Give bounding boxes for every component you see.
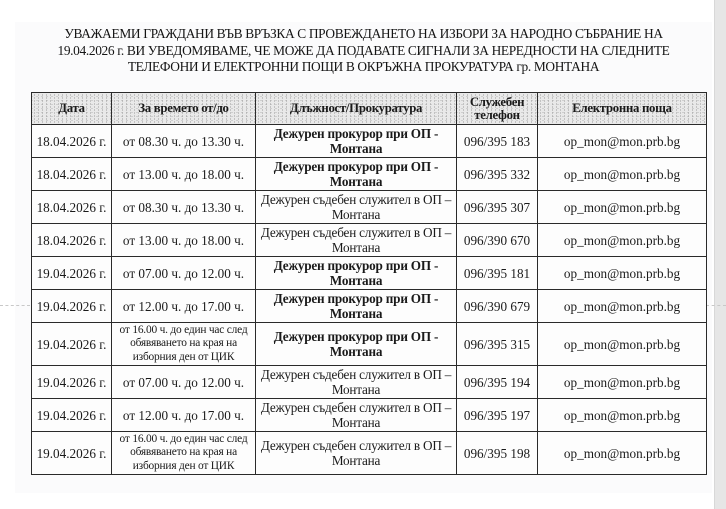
header-time: За времето от/до [112,93,256,125]
cell-phone[interactable]: 096/395 307 [457,191,538,224]
cell-email[interactable]: op_mon@mon.prb.bg [538,323,707,366]
cell-time: от 16.00 ч. до един час след обявяването на края на изборния ден от ЦИК [112,323,256,366]
cell-phone[interactable]: 096/395 197 [457,399,538,432]
cell-role: Дежурен съдебен служител в ОП – Монтана [256,366,457,399]
cell-phone[interactable]: 096/395 315 [457,323,538,366]
header-email: Електронна поща [538,93,707,125]
cell-time: от 16.00 ч. до един час след обявяването на края на изборния ден от ЦИК [112,432,256,475]
viewer-margin [714,0,726,509]
cell-phone[interactable]: 096/390 679 [457,290,538,323]
cell-phone[interactable]: 096/395 194 [457,366,538,399]
cell-role: Дежурен прокурор при ОП - Монтана [256,323,457,366]
table-row [32,224,707,257]
cell-role: Дежурен прокурор при ОП - Монтана [256,125,457,158]
contact-schedule-table [31,92,707,475]
cell-role: Дежурен прокурор при ОП - Монтана [256,257,457,290]
cell-time: от 07.00 ч. до 12.00 ч. [112,257,256,290]
header-date: Дата [32,93,112,125]
cell-phone[interactable]: 096/395 332 [457,158,538,191]
cell-date: 18.04.2026 г. [32,158,112,191]
table-row [32,158,707,191]
cell-time: от 12.00 ч. до 17.00 ч. [112,290,256,323]
cell-date: 19.04.2026 г. [32,323,112,366]
notice-line: 19.04.2026 г. ВИ УВЕДОМЯВАМЕ, ЧЕ МОЖЕ ДА ПОДАВАТЕ СИГНАЛИ ЗА НЕРЕДНОСТИ НА СЛЕДНИТЕ [57,42,670,58]
table-row [32,191,707,224]
cell-time: от 12.00 ч. до 17.00 ч. [112,399,256,432]
cell-time: от 13.00 ч. до 18.00 ч. [112,224,256,257]
cell-date: 18.04.2026 г. [32,224,112,257]
notice-line: УВАЖАЕМИ ГРАЖДАНИ ВЪВ ВРЪЗКА С ПРОВЕЖДАНЕТО НА ИЗБОРИ ЗА НАРОДНО СЪБРАНИЕ НА [64,26,663,41]
cell-email[interactable]: op_mon@mon.prb.bg [538,399,707,432]
cell-email[interactable]: op_mon@mon.prb.bg [538,158,707,191]
cell-email[interactable]: op_mon@mon.prb.bg [538,224,707,257]
cell-date: 19.04.2026 г. [32,257,112,290]
cell-phone[interactable]: 096/395 198 [457,432,538,475]
cell-phone[interactable]: 096/390 670 [457,224,538,257]
cell-time: от 07.00 ч. до 12.00 ч. [112,366,256,399]
table-header-row [32,93,707,125]
table-row [32,323,707,366]
scan-artifact-line [706,305,726,306]
table-row [32,366,707,399]
cell-email[interactable]: op_mon@mon.prb.bg [538,191,707,224]
cell-role: Дежурен прокурор при ОП - Монтана [256,158,457,191]
table-row [32,399,707,432]
cell-phone[interactable]: 096/395 183 [457,125,538,158]
cell-date: 19.04.2026 г. [32,366,112,399]
cell-time: от 08.30 ч. до 13.30 ч. [112,191,256,224]
cell-role: Дежурен прокурор при ОП - Монтана [256,290,457,323]
cell-time: от 08.30 ч. до 13.30 ч. [112,125,256,158]
cell-email[interactable]: op_mon@mon.prb.bg [538,366,707,399]
cell-date: 19.04.2026 г. [32,399,112,432]
cell-email[interactable]: op_mon@mon.prb.bg [538,125,707,158]
cell-email[interactable]: op_mon@mon.prb.bg [538,432,707,475]
cell-role: Дежурен съдебен служител в ОП – Монтана [256,224,457,257]
notice-line: ТЕЛЕФОНИ И ЕЛЕКТРОННИ ПОЩИ В ОКРЪЖНА ПРОКУРАТУРА гр. МОНТАНА [127,59,600,75]
cell-role: Дежурен съдебен служител в ОП – Монтана [256,432,457,475]
cell-date: 18.04.2026 г. [32,125,112,158]
scan-artifact-line [0,305,30,306]
cell-email[interactable]: op_mon@mon.prb.bg [538,290,707,323]
cell-date: 19.04.2026 г. [32,432,112,475]
cell-date: 19.04.2026 г. [32,290,112,323]
table-row [32,290,707,323]
cell-role: Дежурен съдебен служител в ОП – Монтана [256,191,457,224]
table-row [32,432,707,475]
cell-date: 18.04.2026 г. [32,191,112,224]
cell-role: Дежурен съдебен служител в ОП – Монтана [256,399,457,432]
notice-heading [15,26,712,76]
header-role: Длъжност/Прокуратура [256,93,457,125]
table-row [32,257,707,290]
header-phone: Служебен телефон [457,93,538,125]
cell-phone[interactable]: 096/395 181 [457,257,538,290]
table-row [32,125,707,158]
cell-time: от 13.00 ч. до 18.00 ч. [112,158,256,191]
cell-email[interactable]: op_mon@mon.prb.bg [538,257,707,290]
